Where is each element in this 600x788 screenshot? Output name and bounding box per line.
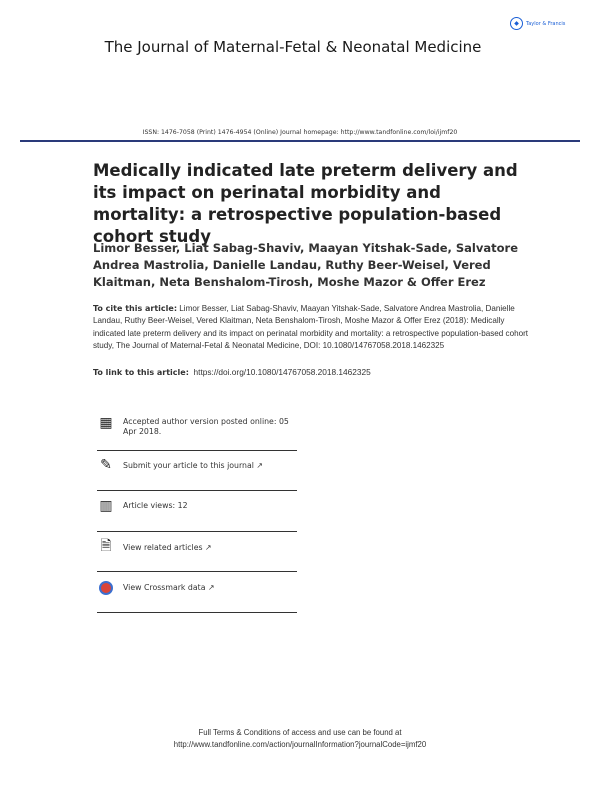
external-link-icon: ↗ (207, 583, 215, 592)
issn-text: ISSN: 1476-7058 (Print) 1476-4954 (Online) Journal homepage: (142, 129, 341, 136)
views-text: Article views: 12 (123, 501, 188, 510)
issn-line (0, 129, 600, 136)
info-row-crossmark[interactable] (97, 572, 297, 613)
related-search-icon: 🗎 (100, 538, 112, 554)
header-divider (20, 140, 580, 142)
footer (0, 727, 600, 751)
info-row-views (97, 491, 297, 532)
info-row-accepted (97, 415, 297, 451)
citation-label: To cite this article: (93, 304, 178, 313)
crossmark-icon (97, 580, 115, 596)
citation-text: Limor Besser, Liat Sabag-Shaviv, Maayan Yitshak-Sade, Salvatore Andrea Mastrolia, Danielle Landau, Ruthy Beer-Weisel, Vered Klaitman, Neta Benshalom-Tirosh, Moshe Mazor & Offer Erez (2018): Medically indicated late preterm delivery and its impact on perinatal morbidity and mortality: a retrospective population-based cohort study, The Journal of Maternal-Fetal & Neonatal Medicine, DOI: (93, 304, 529, 350)
footer-line1: Full Terms & Conditions of access and use can be found at (198, 728, 402, 737)
logo-text: Taylor & Francis (526, 20, 566, 27)
related-articles-link[interactable]: View related articles (123, 543, 203, 552)
journal-title: The Journal of Maternal-Fetal & Neonatal Medicine (104, 38, 482, 56)
crossmark-link[interactable]: View Crossmark data (123, 583, 206, 592)
article-link-line (93, 367, 371, 377)
publisher-logo (510, 17, 565, 30)
article-authors: Limor Besser, Liat Sabag-Shaviv, Maayan Yitshak-Sade, Salvatore Andrea Mastrolia, Danielle Landau, Ruthy Beer-Weisel, Vered Klaitman, Neta Benshalom-Tirosh, Moshe Mazor & Offer Erez (93, 241, 519, 289)
info-row-related[interactable] (97, 532, 297, 572)
external-link-icon: ↗ (256, 461, 263, 470)
homepage-link[interactable]: http://www.tandfonline.com/loi/ijmf20 (340, 129, 458, 136)
footer-terms-link[interactable]: http://www.tandfonline.com/action/journalInformation?journalCode=ijmf20 (173, 740, 427, 749)
external-link-icon: ↗ (205, 543, 212, 552)
link-label: To link to this article: (93, 368, 189, 377)
submit-link[interactable]: Submit your article to this journal (123, 461, 254, 470)
bar-chart-icon: ▥ (99, 498, 113, 514)
article-link[interactable]: https://doi.org/10.1080/14767058.2018.1462325 (193, 367, 371, 377)
logo-icon: ◆ (510, 17, 523, 30)
edit-icon: ✎ (100, 457, 112, 473)
info-row-submit[interactable] (97, 451, 297, 491)
citation-block (93, 303, 533, 352)
info-text: Accepted author version posted online: 05 Apr 2018. (123, 417, 289, 436)
doi-link[interactable]: 10.1080/14767058.2018.1462325 (322, 340, 445, 350)
calendar-icon: ▦ (99, 415, 113, 431)
article-title: Medically indicated late preterm delivery and its impact on perinatal morbidity and mortality: a retrospective population-based cohort study (93, 161, 518, 246)
